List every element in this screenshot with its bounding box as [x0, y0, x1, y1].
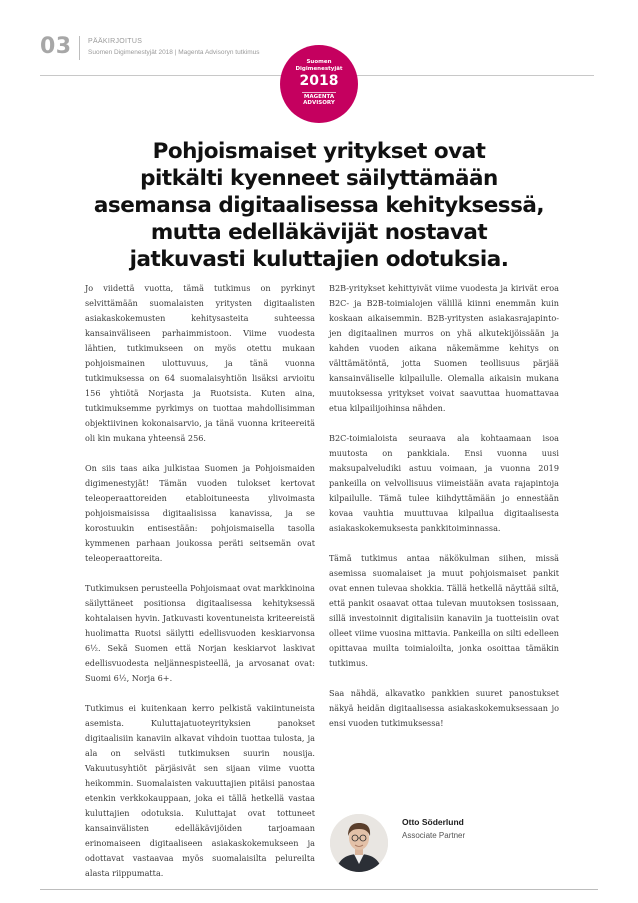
author-avatar	[330, 814, 388, 872]
badge-divider	[302, 92, 336, 93]
header-divider	[79, 36, 80, 60]
digimenestyjat-badge	[280, 45, 358, 123]
author-title: Associate Partner	[402, 831, 466, 840]
header-subtitle: Suomen Digimenestyjät 2018 | Magenta Advisoryn tutkimus	[88, 49, 260, 56]
badge-line2: Digimenestyjät	[295, 66, 343, 72]
headline-line: mutta edelläkävijät nostavat	[150, 220, 488, 245]
headline-line: pitkälti kyenneet säilyttämään	[140, 166, 498, 191]
body-column-right	[329, 281, 559, 746]
paragraph: B2C-toimialoista seuraava ala kohtaamaan isoa muutosta on pankkiala. Ensi vuonna uusi maksupalveludiki astuu voimaan, ja vuonna 2019 pankeilla on velvollisuus viimeistään avata rajapintoja kilpailulle. Tämä tulee kiihdyttämään jo ennestään kovaa vauhtia muuttuvaa kilpailua digitaalisesta asiakaskokemuksesta pankkitoiminnassa.	[329, 433, 559, 533]
paragraph: Saa nähdä, alkavatko pankkien suuret panostukset näkyä heidän digitaalisessa asiakaskokemuksessaan jo ensi vuoden tutkimuksessa!	[329, 688, 559, 728]
badge-brand	[280, 94, 358, 106]
headline-line: asemansa digitaalisessa kehityksessä,	[93, 193, 545, 218]
bottom-rule	[40, 889, 598, 890]
paragraph: Tutkimuksen perusteella Pohjoismaat ovat markkinoina säilyttäneet positionsa digitaalisessa kehityksessä kohtalaisen hyvin. Jatkuvasti koventuneista kriteereistä huolimatta Ruotsi säilytti edellisvuoden keskiarvonsa 6½. Sekä Suomen että Norjan keskiarvot laskivat edellisvuodesta neljännespisteellä, ja arvosanat ovat: Suomi 6½, Norja 6+.	[85, 583, 315, 683]
headline-line: jatkuvasti kuluttajien odotuksia.	[129, 247, 509, 272]
headline	[60, 138, 578, 273]
headline-line: Pohjoismaiset yritykset ovat	[152, 139, 486, 164]
badge-brand1: MAGENTA	[303, 94, 335, 100]
paragraph: Jo viidettä vuotta, tämä tutkimus on pyrkinyt selvittämään suomalaisten yritysten digitaalisten asiakaskokemusten kehitysasteita suhteessa kansainväliseen parhaimmistoon. Viime vuodesta lähtien, tutkimukseen on myös otettu mukaan pohjoismainen ulottuvuus, ja tänä vuonna tutkimuksessa on 64 suomalaisyhtiön lisäksi arvioitu 156 yhtiötä Norjasta ja Ruotsista. Kuten aina, tutkimuksemme pyrkimys on tuottaa mahdollisimman objektiivinen kokonaisarvio, ja tänä vuonna kriteereitä oli kin mukana yhteensä 256.	[85, 283, 315, 443]
badge-title	[280, 59, 358, 73]
paragraph: Tämä tutkimus antaa näkökulman siihen, missä asemissa suomalaiset ja muut pohjoismaiset pankit ovat ennen tulevaa shokkia. Tällä hetkellä näyttää siltä, että pankit osaavat ottaa tulevan muutoksen tosissaan, sillä investoinnit digitalisiin kanaviin ja tuotteisiin ovat olleet viime vuosina mittavia. Pankeilla on silti edelleen opittavaa muilta toimialoilta, jonka osoittaa tämäkin tutkimus.	[329, 553, 559, 668]
badge-brand2: ADVISORY	[303, 100, 335, 106]
section-label: PÄÄKIRJOITUS	[88, 38, 143, 45]
body-column-left	[85, 281, 315, 896]
paragraph: Tutkimus ei kuitenkaan kerro pelkistä vakiintuneista asemista. Kuluttajatuoteyrityksien panokset digitaalisiin kanaviin alkavat vihdoin tuottaa tulosta, ja ala on selvästi tutkimuksen suurin nousija. Vakuutusyhtiöt pärjäsivät sen sijaan viime vuotta heikommin. Suomalaisten vakuuttajien pitäisi panostaa etenkin verkkokauppaan, joka ei tällä hetkellä vastaa kuluttajien odotuksia. Kuluttajat ovat tottuneet kansainvälisten edelläkävijöiden tarjoamaan erinomaiseen digitaaliseen asiakaskokemukseen ja odottavat vastaavaa myös suomalaisilta pelureilta alasta riippumatta.	[85, 703, 315, 878]
paragraph: On siis taas aika julkistaa Suomen ja Pohjoismaiden digimenestyjät! Tämän vuoden tulokset kertovat teleoperaattoreiden etabloituneesta ylivoimasta pohjoismaisissa digitaalisissa kanavissa, ja se korostuukin entisestään: pohjoismaisella tasolla kymmenen parhaan joukossa peräti seitsemän ovat teleoperaattoreita.	[85, 463, 315, 563]
portrait-image	[330, 814, 388, 872]
page-number: 03	[40, 34, 72, 59]
author-name: Otto Söderlund	[402, 817, 464, 827]
badge-line1: Suomen	[306, 59, 332, 65]
paragraph: B2B-yritykset kehittyivät viime vuodesta ja kirivät eroa B2C- ja B2B-toimialojen välillä kiinni enemmän kuin koskaan aikaisemmin. B2B-yritysten asiakasrajapinto-jen digitaalinen murros on yhä alkutekijöissään ja kahden vuoden aikana näkemämme kehitys on välttämätöntä, jotta Suomen teollisuus pärjää kansainväliselle kilpailulle. Olemalla aikaisin mukana muutoksessa yritykset voivat saavuttaa huomattavaa etua kilpailijoihinsa nähden.	[329, 283, 559, 413]
badge-year: 2018	[299, 73, 339, 89]
